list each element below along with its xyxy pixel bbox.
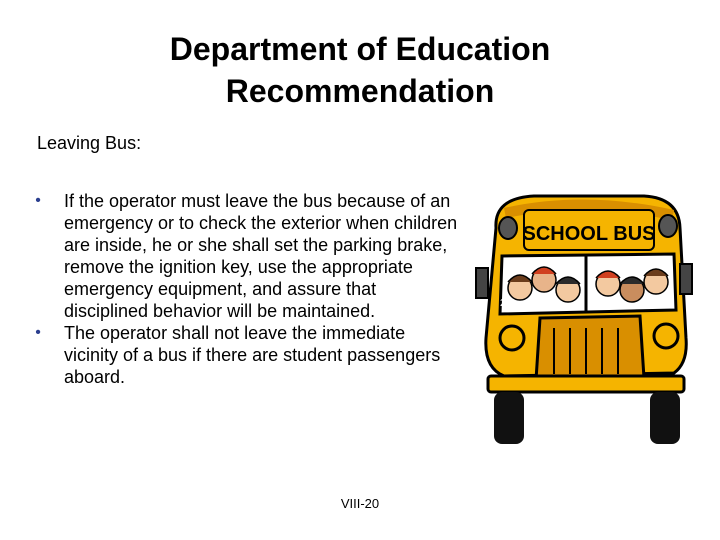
- bullet-text: If the operator must leave the bus because of an emergency or to check the exterior when children are inside, he or she shall set the parking brake, remove the ignition key, use the appropriate emergency equipment, and assure that disciplined behavior will be maintained.: [64, 191, 458, 321]
- title-line-1: Department of Education: [169, 31, 551, 67]
- bullet-item: [30, 190, 460, 322]
- bus-number: 21: [500, 298, 512, 309]
- bumper-icon: [488, 376, 684, 392]
- bullet-icon: •: [35, 324, 41, 341]
- bullet-list: [30, 190, 460, 388]
- right-roof-light-icon: [659, 215, 677, 237]
- right-wheel-icon: [650, 392, 680, 444]
- right-mirror-icon: [680, 264, 692, 294]
- left-mirror-icon: [476, 268, 488, 298]
- section-heading: Leaving Bus:: [37, 133, 142, 153]
- left-wheel-icon: [494, 392, 524, 444]
- bullet-text: The operator shall not leave the immediate vicinity of a bus if there are student passengers aboard.: [64, 323, 441, 387]
- bullet-icon: •: [35, 192, 41, 209]
- bullet-item: [30, 322, 460, 388]
- page-number: VIII-20: [340, 496, 380, 511]
- right-headlight-icon: [654, 324, 678, 348]
- slide-title: [60, 28, 660, 112]
- left-roof-light-icon: [499, 217, 517, 239]
- left-headlight-icon: [500, 326, 524, 350]
- sign-text: SCHOOL BUS: [522, 223, 656, 245]
- title-line-2: Recommendation: [225, 73, 495, 109]
- hood-icon: [536, 316, 644, 380]
- school-bus-illustration: [474, 188, 694, 450]
